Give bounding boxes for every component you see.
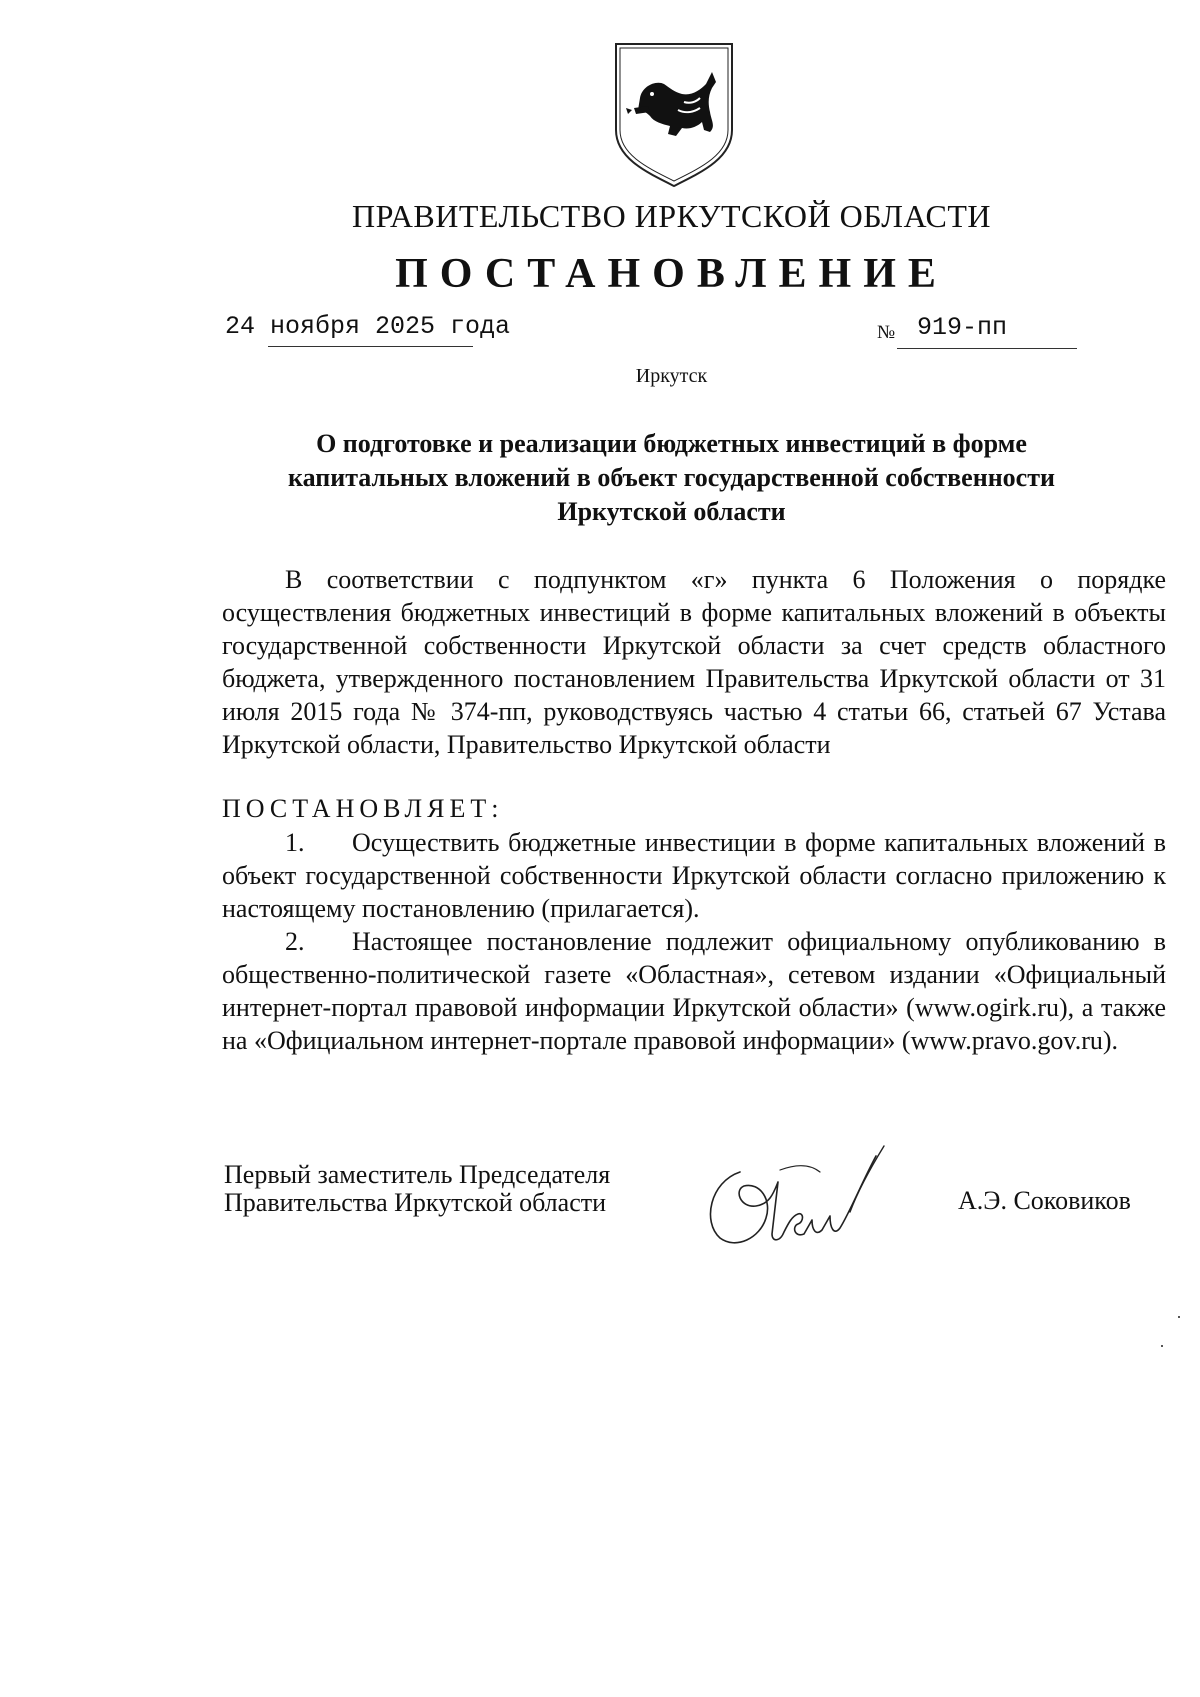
subject-line: О подготовке и реализации бюджетных инвестиций в форме [316, 429, 1027, 458]
decision-item [222, 925, 1166, 1057]
preamble-paragraph: В соответствии с подпунктом «г» пункта 6 Положения о порядке осуществления бюджетных инвестиций в форме капитальных вложений в объекты государственной собственности Иркутской области за счет средств областного бюджета, утвержденного постановлением Правительства Иркутской области от 31 июля 2015 года № 374-пп, руководствуясь частью 4 статьи 66, статьей 67 Устава Иркутской области, Правительство Иркутской области [222, 565, 1166, 759]
document-type: ПОСТАНОВЛЕНИЕ [395, 251, 948, 297]
item-text: Осуществить бюджетные инвестиции в форме капитальных вложений в объект государственной собственности Иркутской области согласно приложению к настоящему постановлению (прилагается). [222, 828, 1166, 923]
scan-speck [1161, 1345, 1163, 1347]
subject-line: Иркутской области [557, 497, 786, 526]
irkutsk-coat-of-arms-icon [612, 40, 736, 190]
signer-position-line: Первый заместитель Председателя [224, 1160, 611, 1189]
date-underline [268, 346, 473, 347]
scan-speck [1178, 1316, 1180, 1318]
subject-line: капитальных вложений в объект государственной собственности [288, 463, 1055, 492]
signer-name: А.Э. Соковиков [958, 1186, 1131, 1215]
number-sign: № [877, 322, 896, 343]
document-city: Иркутск [635, 365, 708, 387]
item-text: Настоящее постановление подлежит официальному опубликованию в общественно-политической газете «Областная», сетевом издании «Официальный интернет-портал правовой информации Иркутской области» (www.ogirk.ru), а также на «Официальном интернет-портале правовой информации» (www.pravo.gov.ru). [222, 927, 1166, 1055]
document-number: 919-пп [917, 313, 1008, 342]
item-number: 2. [285, 927, 305, 956]
number-underline [897, 348, 1077, 349]
decision-heading: ПОСТАНОВЛЯЕТ: [222, 794, 504, 823]
signer-position-line: Правительства Иркутской области [224, 1188, 607, 1217]
item-number: 1. [285, 828, 305, 857]
document-date: 24 ноября 2025 года [225, 312, 511, 341]
handwritten-signature-icon [700, 1142, 920, 1250]
government-name: ПРАВИТЕЛЬСТВО ИРКУТСКОЙ ОБЛАСТИ [352, 198, 991, 234]
decision-item [222, 826, 1166, 925]
document-subject [120, 427, 1200, 529]
signer-position [224, 1161, 610, 1217]
